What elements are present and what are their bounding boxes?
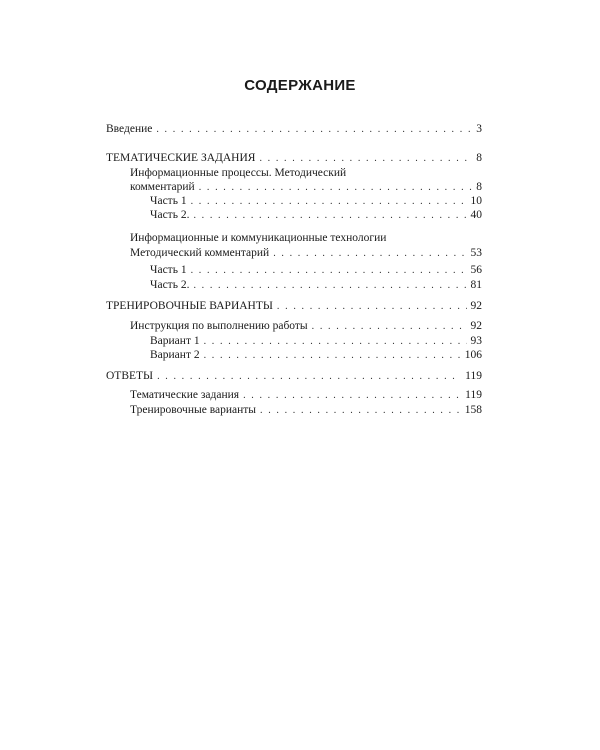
toc-section-topics	[106, 151, 482, 166]
toc-entry-page: 10	[470, 195, 482, 207]
toc-entry-page: 81	[470, 279, 482, 291]
dot-leader	[260, 404, 461, 418]
toc-entry-page: 8	[476, 152, 482, 164]
toc-entry-page: 40	[470, 209, 482, 221]
toc-entry-label: ТЕМАТИЧЕСКИЕ ЗАДАНИЯ	[106, 152, 256, 164]
dot-leader	[199, 181, 473, 195]
dot-leader	[191, 264, 467, 278]
toc-entry-label: Часть 1	[150, 264, 187, 276]
toc-entry-page: 119	[465, 370, 482, 382]
dot-leader	[259, 152, 472, 166]
toc-entry-ict-line1: Информационные и коммуникационные технологии	[130, 232, 387, 244]
dot-leader	[204, 335, 467, 349]
toc-entry-label: Тренировочные варианты	[130, 404, 256, 416]
toc-entry-page: 92	[470, 300, 482, 312]
toc-entry-page: 8	[476, 181, 482, 193]
toc-entry-label: ОТВЕТЫ	[106, 370, 154, 382]
toc-entry-page: 53	[470, 247, 482, 259]
dot-leader	[204, 349, 461, 363]
toc-entry-page: 106	[464, 349, 482, 361]
dot-leader	[193, 209, 466, 223]
toc-entry-page: 92	[470, 320, 482, 332]
dot-leader	[273, 247, 466, 261]
toc-entry-label: Вариант 2	[150, 349, 200, 361]
toc-entry-label: Часть 2.	[150, 279, 190, 291]
toc-entry-part	[150, 263, 482, 278]
toc-entry-label: Вариант 1	[150, 335, 200, 347]
toc-entry-label: Тематические задания	[130, 389, 240, 401]
dot-leader	[277, 300, 467, 314]
toc-entry-part	[150, 208, 482, 223]
toc-entry-page: 56	[470, 264, 482, 276]
dot-leader	[157, 370, 461, 384]
toc-entry-label: комментарий	[130, 181, 195, 193]
toc-entry-info-processes	[130, 180, 482, 195]
toc-entry-label: Методический комментарий	[130, 247, 270, 259]
dot-leader	[193, 279, 466, 293]
dot-leader	[191, 195, 467, 209]
toc-entry-part	[150, 194, 482, 209]
dot-leader	[312, 320, 467, 334]
toc-entry-ict	[130, 246, 482, 261]
toc-entry-answers-topics	[130, 388, 482, 403]
toc-entry-variant	[150, 334, 482, 349]
toc-entry-info-processes-line1: Информационные процессы. Методический	[130, 167, 347, 179]
dot-leader	[156, 123, 472, 137]
toc-entry-label: ТРЕНИРОВОЧНЫЕ ВАРИАНТЫ	[106, 300, 273, 312]
toc-entry-page: 93	[470, 335, 482, 347]
toc-entry-variant	[150, 348, 482, 363]
toc-entry-part	[150, 278, 482, 293]
toc-entry-page: 119	[465, 389, 482, 401]
toc-section-training	[106, 299, 482, 314]
toc-entry-answers-training	[130, 403, 482, 418]
toc-entry-label: Инструкция по выполнению работы	[130, 320, 308, 332]
page-title: СОДЕРЖАНИЕ	[244, 77, 356, 94]
toc-entry-intro	[106, 122, 482, 137]
toc-section-answers	[106, 369, 482, 384]
toc-entry-instruction	[130, 319, 482, 334]
toc-entry-label: Часть 1	[150, 195, 187, 207]
dot-leader	[243, 389, 461, 403]
toc-entry-label: Введение	[106, 123, 153, 135]
toc-entry-page: 3	[476, 123, 482, 135]
toc-entry-label: Часть 2.	[150, 209, 190, 221]
toc-entry-page: 158	[464, 404, 482, 416]
